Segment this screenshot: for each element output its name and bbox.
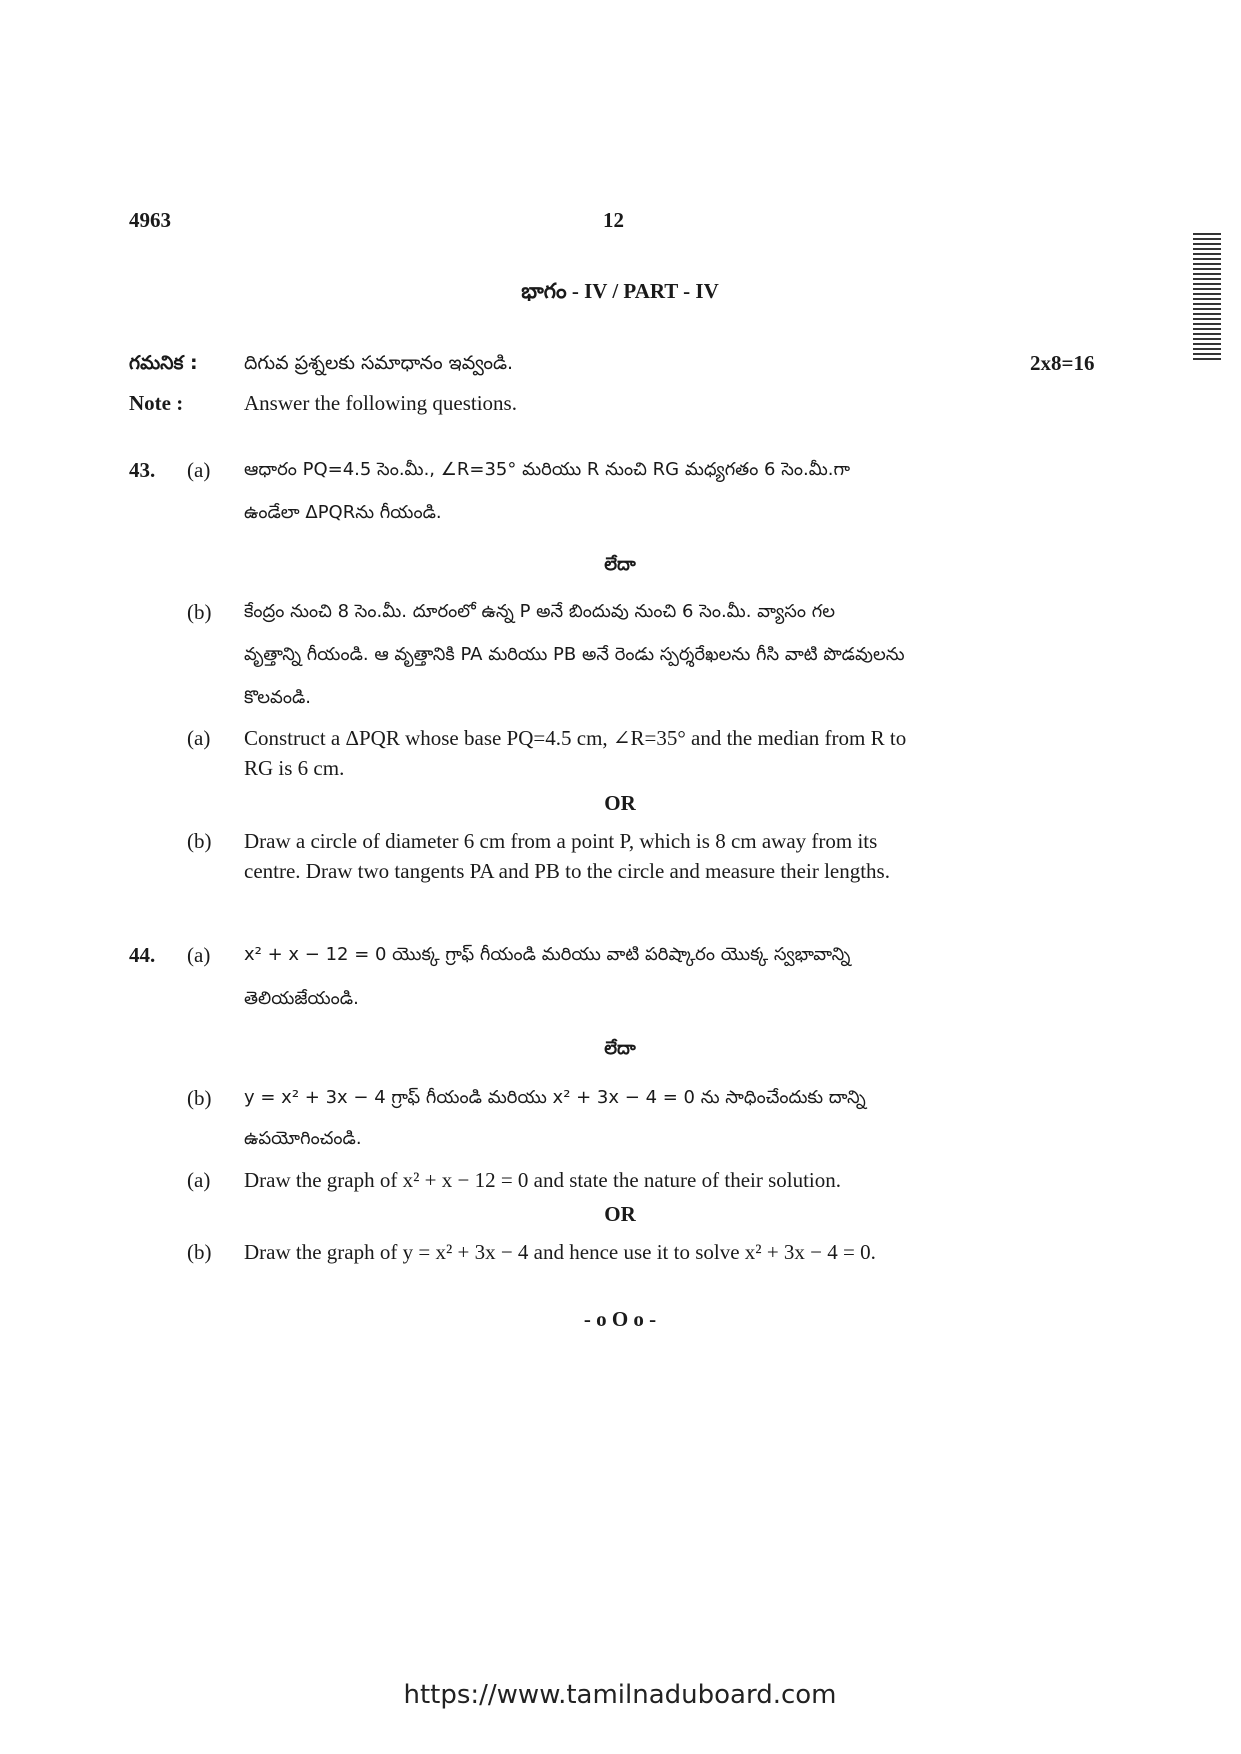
q44-te-a-line1: x² + x − 12 = 0 యొక్క గ్రాఫ్ గీయండి మరియు వాటి పరిష్కారం యొక్క స్వభావాన్ని xyxy=(244,944,851,965)
q43-en-a-line1: Construct a ΔPQR whose base PQ=4.5 cm, ∠R=35° and the median from R to xyxy=(244,726,907,750)
q44-en-b-label: (b) xyxy=(187,1240,212,1264)
footer-url[interactable]: https://www.tamilnaduboard.com xyxy=(403,1680,837,1710)
q44-te-a-line2: తెలియజేయండి. xyxy=(244,988,359,1009)
q44-te-or: లేదా xyxy=(604,1038,636,1059)
q44-en-a-label: (a) xyxy=(187,1168,211,1192)
note-text-en: Answer the following questions. xyxy=(244,391,517,415)
q44-en-b-line1: Draw the graph of y = x² + 3x − 4 and hence use it to solve x² + 3x − 4 = 0. xyxy=(244,1240,876,1264)
q44-en-a-line1: Draw the graph of x² + x − 12 = 0 and state the nature of their solution. xyxy=(244,1168,842,1192)
q43-te-a-line2: ఉండేలా ΔPQRను గీయండి. xyxy=(244,502,442,523)
question-number-43: 43. xyxy=(129,458,156,482)
q44-te-b-line1: y = x² + 3x − 4 గ్రాఫ్ గీయండి మరియు x² + 3x − 4 = 0 ను సాధించేందుకు దాన్ని xyxy=(244,1087,866,1108)
q43-en-b-label: (b) xyxy=(187,829,212,853)
q43-te-b-line2: వృత్తాన్ని గీయండి. ఆ వృత్తానికి PA మరియు PB అనే రెండు స్పర్శరేఖలను గీసి వాటి పొడవులను xyxy=(244,644,905,665)
question-number-44: 44. xyxy=(129,943,156,967)
q43-en-a-line2: RG is 6 cm. xyxy=(244,756,345,780)
q43-te-or: లేదా xyxy=(604,554,636,575)
barcode-marks xyxy=(1193,233,1221,365)
marks: 2x8=16 xyxy=(1030,351,1095,375)
end-mark: - o O o - xyxy=(583,1307,657,1331)
q44-en-or: OR xyxy=(604,1202,636,1226)
note-label-te: గమనిక : xyxy=(129,352,198,374)
paper-code: 4963 xyxy=(129,208,171,232)
q43-en-a-label: (a) xyxy=(187,726,211,750)
q43-te-b-line1: కేంద్రం నుంచి 8 సెం.మీ. దూరంలో ఉన్న P అనే బిందువు నుంచి 6 సెం.మీ. వ్యాసం గల xyxy=(244,601,836,622)
page-number: 12 xyxy=(603,208,624,232)
part-title: భాగం - IV / PART - IV xyxy=(521,279,719,303)
q44-te-b-line2: ఉపయోగించండి. xyxy=(244,1128,362,1149)
q44-te-b-label: (b) xyxy=(187,1086,212,1110)
note-text-te: దిగువ ప్రశ్నలకు సమాధానం ఇవ్వండి. xyxy=(244,352,514,374)
q43-te-b-label: (b) xyxy=(187,600,212,624)
q43-te-a-label: (a) xyxy=(187,458,211,482)
q43-en-b-line2: centre. Draw two tangents PA and PB to the circle and measure their lengths. xyxy=(244,859,890,883)
q43-en-b-line1: Draw a circle of diameter 6 cm from a point P, which is 8 cm away from its xyxy=(244,829,878,853)
note-label-en: Note : xyxy=(129,391,184,415)
q43-en-or: OR xyxy=(604,791,636,815)
q44-te-a-label: (a) xyxy=(187,943,211,967)
q43-te-b-line3: కొలవండి. xyxy=(244,687,311,708)
q43-te-a-line1: ఆధారం PQ=4.5 సెం.మీ., ∠R=35° మరియు R నుంచి RG మధ్యగతం 6 సెం.మీ.గా xyxy=(244,459,851,480)
